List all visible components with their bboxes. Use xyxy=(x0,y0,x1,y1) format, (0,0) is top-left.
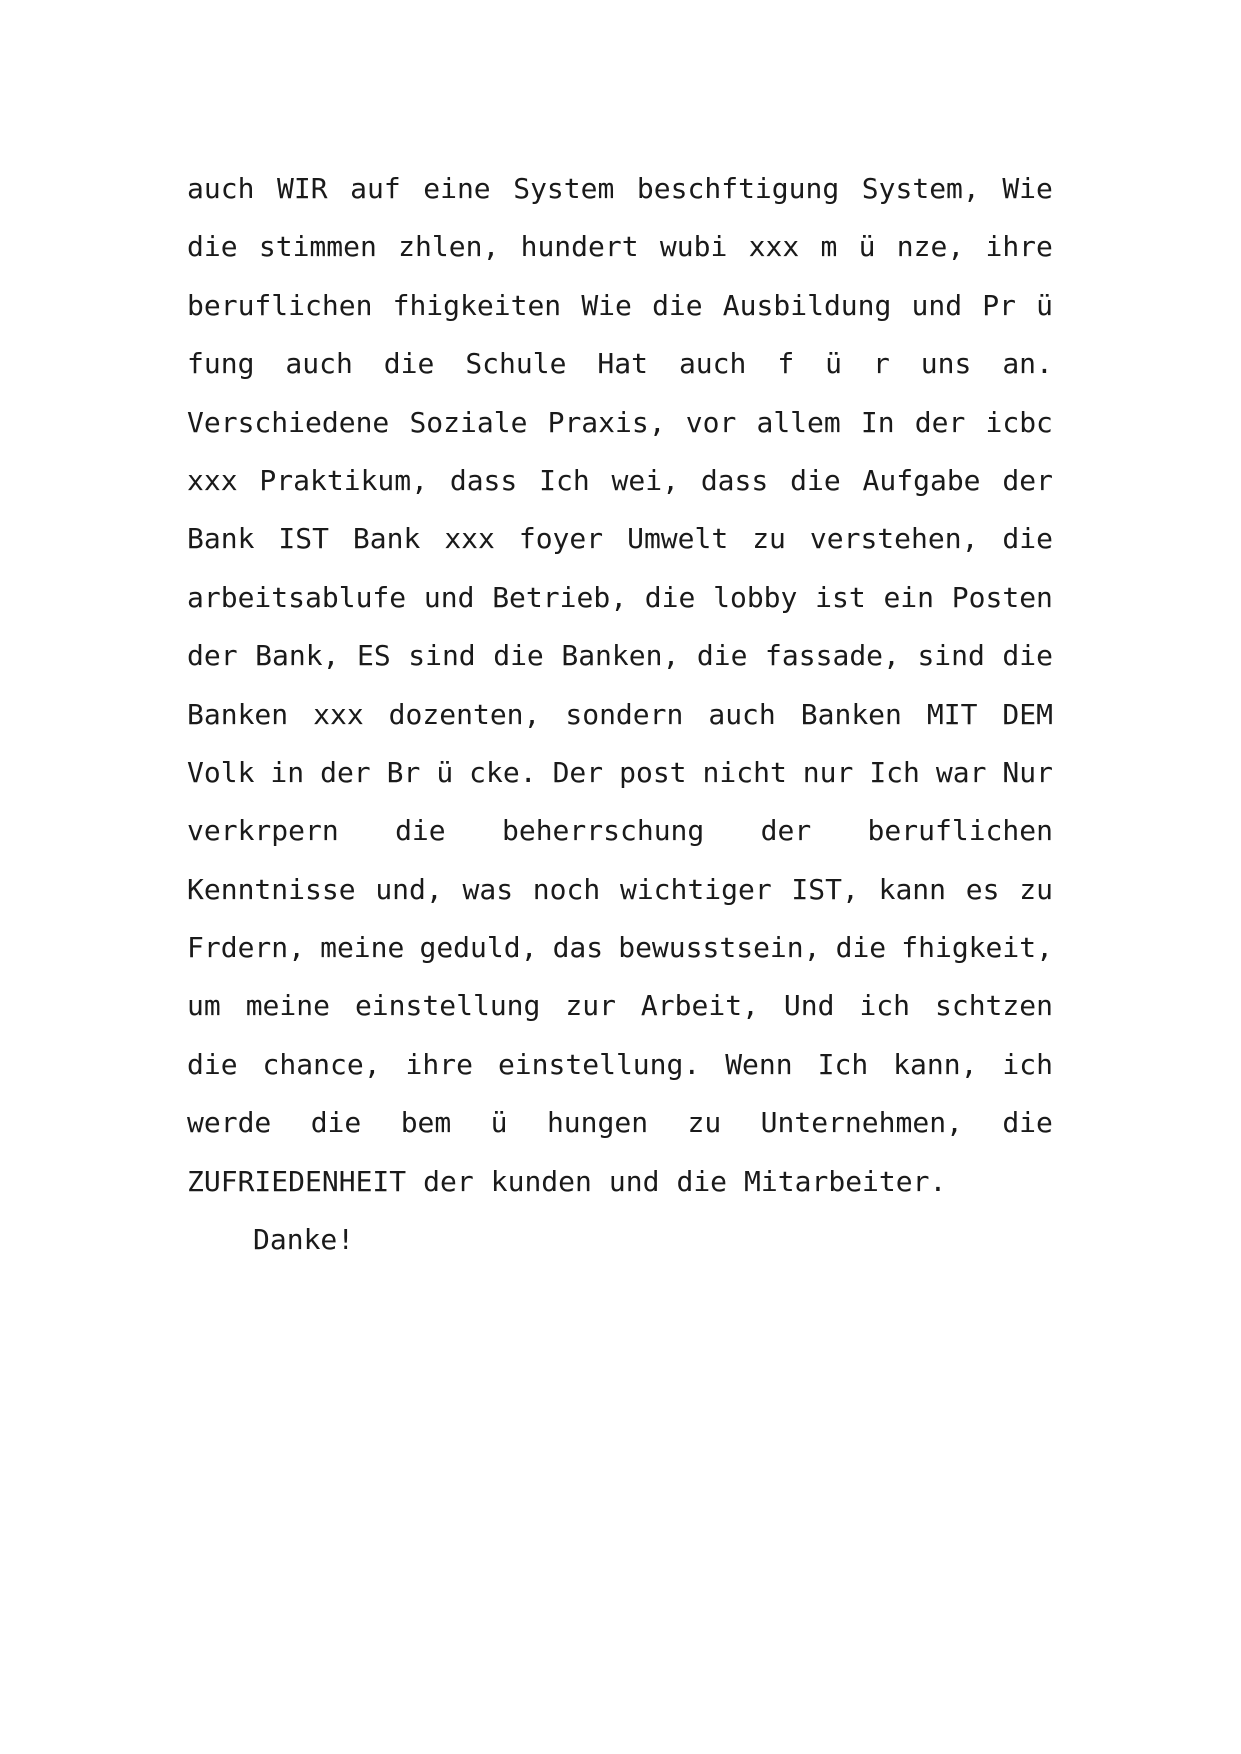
word: die xyxy=(383,347,435,381)
word: wei, xyxy=(611,463,679,497)
word: xxx xyxy=(313,697,364,731)
word: bewusstsein, xyxy=(618,931,821,965)
word: um xyxy=(187,989,221,1023)
word: der xyxy=(187,639,238,673)
word: Bank xyxy=(352,522,421,556)
word: ü xyxy=(490,1106,508,1140)
word: Praxis, xyxy=(547,405,666,439)
word: die xyxy=(652,288,703,322)
word: schtzen xyxy=(934,989,1053,1023)
text-line xyxy=(187,744,1053,802)
word: ES xyxy=(356,639,391,673)
word: zur xyxy=(565,989,616,1023)
word: Arbeit, xyxy=(640,989,759,1023)
word: Ich xyxy=(817,1047,869,1081)
word: Br xyxy=(386,755,421,789)
word: Praktikum, xyxy=(259,463,428,497)
word: nze, xyxy=(896,230,965,264)
text-line xyxy=(187,802,1053,860)
word: Schule xyxy=(465,347,567,381)
word: verstehen, xyxy=(809,522,979,556)
word: uns xyxy=(920,347,972,381)
word: die xyxy=(696,639,748,673)
word: lobby xyxy=(713,580,798,614)
word: Betrieb, xyxy=(492,580,628,614)
word: dozenten, xyxy=(388,697,541,731)
word: auf xyxy=(350,172,401,205)
text-line xyxy=(187,160,1053,218)
word: DEM xyxy=(1002,697,1053,731)
word: foyer xyxy=(518,522,604,556)
word: MIT xyxy=(926,697,978,731)
text-line xyxy=(187,861,1053,919)
word: die xyxy=(310,1106,362,1140)
word: und xyxy=(911,288,963,322)
word: an. xyxy=(1002,347,1053,381)
text-line xyxy=(187,394,1053,452)
word: zu xyxy=(687,1106,722,1140)
word: das xyxy=(552,931,604,965)
word: es xyxy=(965,872,1000,906)
word: meine xyxy=(245,989,330,1023)
word: post xyxy=(619,755,687,789)
text-line xyxy=(187,627,1053,685)
word: Unternehmen, xyxy=(760,1106,963,1140)
word: hungen xyxy=(546,1106,649,1140)
word: beruflichen xyxy=(867,814,1053,848)
word: chance, xyxy=(262,1047,381,1081)
text-line xyxy=(187,452,1053,510)
word: Hat xyxy=(597,347,648,381)
word: allem xyxy=(756,405,841,439)
word: beherrschung xyxy=(501,814,705,848)
word: die xyxy=(676,1164,728,1198)
word: ihre xyxy=(405,1047,473,1081)
word: IST, xyxy=(791,872,859,906)
word: wichtiger xyxy=(619,872,772,906)
word: die xyxy=(644,580,696,614)
text-line xyxy=(187,569,1053,627)
word: der xyxy=(320,755,371,789)
word: Ich xyxy=(539,463,590,497)
word: sind xyxy=(408,639,476,673)
word: ü xyxy=(436,755,454,789)
word: Kenntnisse xyxy=(187,872,356,906)
word: Nur xyxy=(1002,755,1053,789)
word: Banken, xyxy=(561,639,680,673)
word: die xyxy=(790,463,841,497)
word: vor xyxy=(685,405,737,439)
word: m xyxy=(820,230,838,264)
text-line xyxy=(187,277,1053,335)
closing-text: Danke! xyxy=(253,1223,355,1256)
word: war xyxy=(935,755,987,789)
word: geduld, xyxy=(419,931,538,965)
word: kann, xyxy=(893,1047,978,1081)
word: ZUFRIEDENHEIT xyxy=(187,1164,407,1198)
word: cke. xyxy=(469,755,537,789)
word: einstellung. xyxy=(497,1047,701,1081)
word: und, xyxy=(375,872,443,906)
body-paragraph xyxy=(187,160,1053,1211)
word: werde xyxy=(187,1106,272,1140)
word: auch xyxy=(285,347,353,381)
word: ü xyxy=(825,347,843,381)
word: arbeitsablufe xyxy=(187,580,407,614)
text-line xyxy=(187,1094,1053,1152)
word: verkrpern xyxy=(187,814,339,848)
word: ich xyxy=(1002,1047,1053,1081)
word: xxx xyxy=(748,230,800,264)
word: Und xyxy=(783,989,835,1023)
word: und xyxy=(423,580,475,614)
word: IST xyxy=(278,522,329,556)
word: einstellung xyxy=(354,989,541,1023)
word: die xyxy=(187,1047,238,1081)
word: die xyxy=(1002,522,1053,556)
word: hundert xyxy=(520,230,639,264)
word: eine xyxy=(423,172,491,205)
word: fhigkeiten xyxy=(392,288,562,322)
text-line xyxy=(187,919,1053,977)
word: dass xyxy=(449,463,518,497)
word: die xyxy=(835,931,887,965)
word: beschftigung xyxy=(636,172,840,205)
word: Aufgabe xyxy=(862,463,981,497)
word: stimmen xyxy=(258,230,377,264)
word: und xyxy=(608,1164,660,1198)
word: die xyxy=(493,639,544,673)
word: kunden xyxy=(490,1164,592,1198)
word: in xyxy=(270,755,305,789)
word: f xyxy=(777,347,795,381)
word: Banken xyxy=(800,697,902,731)
word: Frdern, xyxy=(187,931,306,965)
word: die xyxy=(1002,1106,1053,1140)
text-line xyxy=(187,686,1053,744)
word: meine xyxy=(320,931,405,965)
word: Banken xyxy=(187,697,289,731)
word: Mitarbeiter. xyxy=(744,1164,947,1198)
word: kann xyxy=(878,872,947,906)
word: fassade, xyxy=(765,639,900,673)
word: sind xyxy=(917,639,985,673)
word: der xyxy=(1002,463,1053,497)
word: ein xyxy=(883,580,935,614)
word: Wie xyxy=(1002,172,1053,205)
word: dass xyxy=(700,463,769,497)
word: Ausbildung xyxy=(722,288,892,322)
word: beruflichen xyxy=(187,288,373,322)
word: bem xyxy=(400,1106,452,1140)
word: zu xyxy=(1019,872,1053,906)
word: auch xyxy=(187,172,255,205)
word: Bank xyxy=(187,522,255,556)
word: zu xyxy=(752,522,786,556)
word: die xyxy=(395,814,446,848)
word: nur xyxy=(802,755,854,789)
word: WIR xyxy=(276,172,328,205)
word: was xyxy=(462,872,514,906)
text-line xyxy=(187,510,1053,568)
word: Posten xyxy=(951,580,1053,614)
word: ihre xyxy=(985,230,1053,264)
word: wubi xyxy=(659,230,728,264)
word: Verschiedene xyxy=(187,405,390,439)
word: Wie xyxy=(581,288,632,322)
word: Soziale xyxy=(409,405,528,439)
word: noch xyxy=(532,872,601,906)
word: Ich xyxy=(869,755,920,789)
text-line xyxy=(187,335,1053,393)
word: ü xyxy=(858,230,876,264)
word: auch xyxy=(708,697,776,731)
word: ist xyxy=(815,580,866,614)
text-line xyxy=(187,218,1053,276)
word: xxx xyxy=(187,463,238,497)
word: icbc xyxy=(985,405,1053,439)
word: Volk xyxy=(187,755,255,789)
word: System xyxy=(513,172,615,205)
word: auch xyxy=(678,347,747,381)
word: Umwelt xyxy=(627,522,729,556)
word: die xyxy=(187,230,238,264)
word: der xyxy=(423,1164,474,1198)
word: zhlen, xyxy=(398,230,500,264)
word: der xyxy=(914,405,966,439)
word: Der xyxy=(552,755,604,789)
word: fung xyxy=(187,347,255,381)
word: fhigkeit, xyxy=(901,931,1053,965)
word: xxx xyxy=(444,522,495,556)
text-line xyxy=(187,977,1053,1035)
word: System, xyxy=(861,172,980,205)
word: ich xyxy=(859,989,911,1023)
word: Bank, xyxy=(255,639,340,673)
word: sondern xyxy=(565,697,684,731)
word: In xyxy=(860,405,895,439)
text-line xyxy=(187,1036,1053,1094)
word: Pr xyxy=(982,288,1016,322)
word: Wenn xyxy=(725,1047,793,1081)
word: die xyxy=(1002,639,1053,673)
word: r xyxy=(872,347,890,381)
word: nicht xyxy=(702,755,787,789)
word: der xyxy=(760,814,812,848)
word: ü xyxy=(1036,288,1053,322)
text-line xyxy=(187,1153,1053,1211)
